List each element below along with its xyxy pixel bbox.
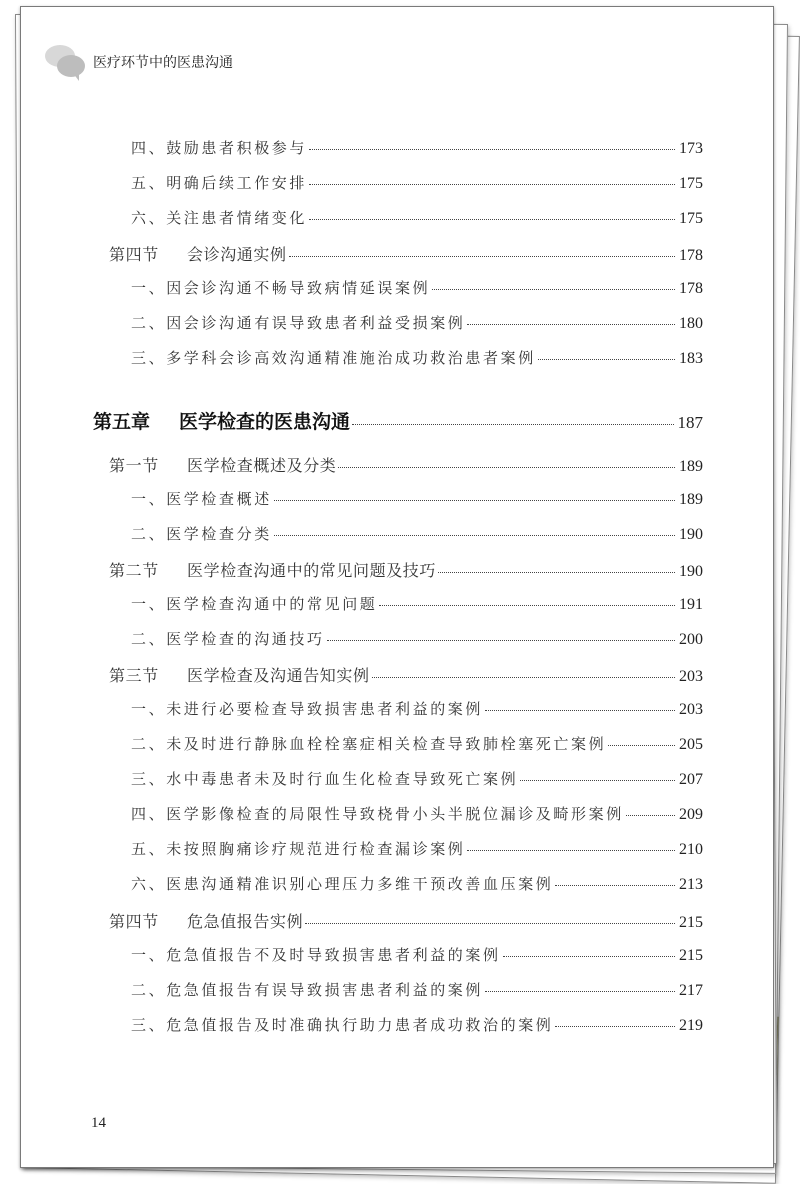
- toc-page-number: 178: [679, 247, 703, 264]
- dot-leader: [503, 956, 675, 957]
- toc-item-entry[interactable]: [21, 1014, 773, 1035]
- toc-entry-text: 一、医学检查概述: [131, 490, 272, 508]
- toc-entry-title: [21, 242, 287, 265]
- toc-page-number: 203: [679, 668, 703, 685]
- toc-item-entry[interactable]: [21, 628, 773, 649]
- toc-section-entry[interactable]: [21, 558, 773, 581]
- toc-page-number: 180: [679, 315, 703, 332]
- toc-page-number: 191: [679, 596, 703, 613]
- toc-item-entry[interactable]: [21, 523, 773, 544]
- toc-entry-title: [21, 277, 430, 298]
- toc-entry-title: [21, 838, 465, 859]
- dot-leader: [555, 885, 675, 886]
- toc-entry-text: 五、未按照胸痛诊疗规范进行检查漏诊案例: [131, 840, 466, 858]
- toc-entry-text: 医学检查及沟通告知实例: [187, 666, 370, 685]
- toc-entry-text: 一、因会诊沟通不畅导致病情延误案例: [131, 279, 431, 297]
- toc-item-entry[interactable]: [21, 698, 773, 719]
- dot-leader: [608, 745, 675, 746]
- toc-entry-text: 三、多学科会诊高效沟通精准施治成功救治患者案例: [131, 349, 536, 367]
- toc-page-number: 175: [679, 210, 703, 227]
- toc-entry-text: 会诊沟通实例: [187, 245, 287, 264]
- toc-page-number: 203: [679, 701, 703, 718]
- toc-entry-text: 六、关注患者情绪变化: [131, 209, 308, 227]
- dot-leader: [626, 815, 675, 816]
- toc-page-number: 175: [679, 175, 703, 192]
- toc-entry-text: 二、未及时进行静脉血栓栓塞症相关检查导致肺栓塞死亡案例: [131, 735, 607, 753]
- toc-entry-text: 医学检查的医患沟通: [179, 411, 351, 433]
- toc-item-entry[interactable]: [21, 979, 773, 1000]
- toc-item-entry[interactable]: [21, 873, 773, 894]
- toc-entry-title: [21, 628, 325, 649]
- toc-entry-text: 四、医学影像检查的局限性导致桡骨小头半脱位漏诊及畸形案例: [131, 805, 624, 823]
- dot-leader: [485, 991, 675, 992]
- dot-leader: [555, 1026, 675, 1027]
- toc-page-number: 190: [679, 563, 703, 580]
- toc-item-entry[interactable]: [21, 172, 773, 193]
- dot-leader: [327, 640, 675, 641]
- toc-entry-title: [21, 523, 272, 544]
- toc-page-number: 209: [679, 806, 703, 823]
- book-page: [20, 6, 774, 1168]
- toc-page-number: 205: [679, 736, 703, 753]
- toc-item-entry[interactable]: [21, 347, 773, 368]
- dot-leader: [305, 923, 675, 924]
- toc-entry-number: 第三节: [109, 666, 159, 685]
- toc-entry-title: [21, 803, 624, 824]
- toc-page-number: 215: [679, 947, 703, 964]
- toc-entry-text: 医学检查沟通中的常见问题及技巧: [187, 561, 437, 580]
- dot-leader: [520, 780, 675, 781]
- toc-item-entry[interactable]: [21, 207, 773, 228]
- dot-leader: [309, 149, 675, 150]
- toc-entry-title: [21, 312, 465, 333]
- toc-section-entry[interactable]: [21, 909, 773, 932]
- toc-item-entry[interactable]: [21, 312, 773, 333]
- speech-bubbles-icon: [43, 41, 87, 83]
- toc-section-entry[interactable]: [21, 453, 773, 476]
- toc-entry-text: 医学检查概述及分类: [187, 456, 337, 475]
- toc-entry-title: [21, 488, 272, 509]
- dot-leader: [372, 677, 675, 678]
- toc-entry-title: [21, 1014, 553, 1035]
- toc-page-number: 219: [679, 1017, 703, 1034]
- toc-entry-title: [21, 558, 436, 581]
- dot-leader: [289, 256, 675, 257]
- toc-entry-title: [21, 979, 483, 1000]
- book-title: 医疗环节中的医患沟通: [93, 55, 233, 71]
- dot-leader: [432, 289, 675, 290]
- toc-entry-text: 三、危急值报告及时准确执行助力患者成功救治的案例: [131, 1016, 554, 1034]
- toc-item-entry[interactable]: [21, 277, 773, 298]
- toc-page-number: 200: [679, 631, 703, 648]
- toc-page-number: 215: [679, 914, 703, 931]
- toc-entry-text: 二、医学检查的沟通技巧: [131, 630, 325, 648]
- toc-item-entry[interactable]: [21, 733, 773, 754]
- toc-entry-title: [21, 944, 501, 965]
- toc-page-number: 173: [679, 140, 703, 157]
- toc-entry-number: 第一节: [109, 456, 159, 475]
- toc-page-number: 213: [679, 876, 703, 893]
- dot-leader: [274, 500, 675, 501]
- toc-entry-title: [21, 909, 303, 932]
- toc-entry-text: 一、危急值报告不及时导致损害患者利益的案例: [131, 946, 501, 964]
- toc-entry-title: [21, 873, 553, 894]
- toc-entry-text: 二、因会诊沟通有误导致患者利益受损案例: [131, 314, 466, 332]
- toc-entry-title: [21, 768, 518, 789]
- toc-item-entry[interactable]: [21, 838, 773, 859]
- dot-leader: [352, 424, 673, 425]
- toc-entry-text: 一、医学检查沟通中的常见问题: [131, 595, 378, 613]
- toc-item-entry[interactable]: [21, 944, 773, 965]
- toc-entry-number: 第四节: [109, 245, 159, 264]
- toc-section-entry[interactable]: [21, 242, 773, 265]
- toc-entry-title: [21, 207, 307, 228]
- toc-entry-text: 二、危急值报告有误导致损害患者利益的案例: [131, 981, 484, 999]
- toc-entry-text: 二、医学检查分类: [131, 525, 272, 543]
- toc-section-entry[interactable]: [21, 663, 773, 686]
- toc-item-entry[interactable]: [21, 488, 773, 509]
- toc-entry-text: 危急值报告实例: [187, 912, 304, 931]
- toc-page-number: 190: [679, 526, 703, 543]
- toc-entry-text: 六、医患沟通精准识别心理压力多维干预改善血压案例: [131, 875, 554, 893]
- dot-leader: [467, 324, 675, 325]
- toc-item-entry[interactable]: [21, 768, 773, 789]
- running-header: [43, 41, 233, 83]
- dot-leader: [467, 850, 675, 851]
- dot-leader: [485, 710, 675, 711]
- toc-entry-title: [21, 347, 536, 368]
- toc-page-number: 189: [679, 458, 703, 475]
- toc-entry-title: [21, 453, 336, 476]
- toc-entry-title: [21, 137, 307, 158]
- dot-leader: [309, 219, 675, 220]
- dot-leader: [274, 535, 675, 536]
- toc-page-number: 210: [679, 841, 703, 858]
- dot-leader: [338, 467, 675, 468]
- page-number: 14: [91, 1115, 106, 1131]
- dot-leader: [379, 605, 675, 606]
- toc-entry-title: [21, 733, 606, 754]
- toc-page-number: 207: [679, 771, 703, 788]
- toc-item-entry[interactable]: [21, 593, 773, 614]
- toc-entry-number: 第四节: [109, 912, 159, 931]
- toc-item-entry[interactable]: [21, 803, 773, 824]
- toc-entry-number: 第二节: [109, 561, 159, 580]
- toc-chapter-entry[interactable]: [21, 407, 773, 434]
- toc-page-number: 178: [679, 280, 703, 297]
- toc-item-entry[interactable]: [21, 137, 773, 158]
- toc-page-number: 217: [679, 982, 703, 999]
- toc-entry-text: 四、鼓励患者积极参与: [131, 139, 308, 157]
- toc-entry-title: [21, 698, 483, 719]
- toc-entry-title: [21, 407, 350, 434]
- toc-entry-text: 一、未进行必要检查导致损害患者利益的案例: [131, 700, 484, 718]
- dot-leader: [309, 184, 675, 185]
- toc-entry-text: 五、明确后续工作安排: [131, 174, 308, 192]
- dot-leader: [438, 572, 675, 573]
- toc-entry-number: 第五章: [93, 411, 151, 433]
- toc-page-number: 189: [679, 491, 703, 508]
- dot-leader: [538, 359, 675, 360]
- toc-page-number: 187: [677, 413, 703, 432]
- toc-entry-title: [21, 663, 370, 686]
- toc-page-number: 183: [679, 350, 703, 367]
- toc-entry-title: [21, 172, 307, 193]
- toc-entry-title: [21, 593, 377, 614]
- toc-entry-text: 三、水中毒患者未及时行血生化检查导致死亡案例: [131, 770, 519, 788]
